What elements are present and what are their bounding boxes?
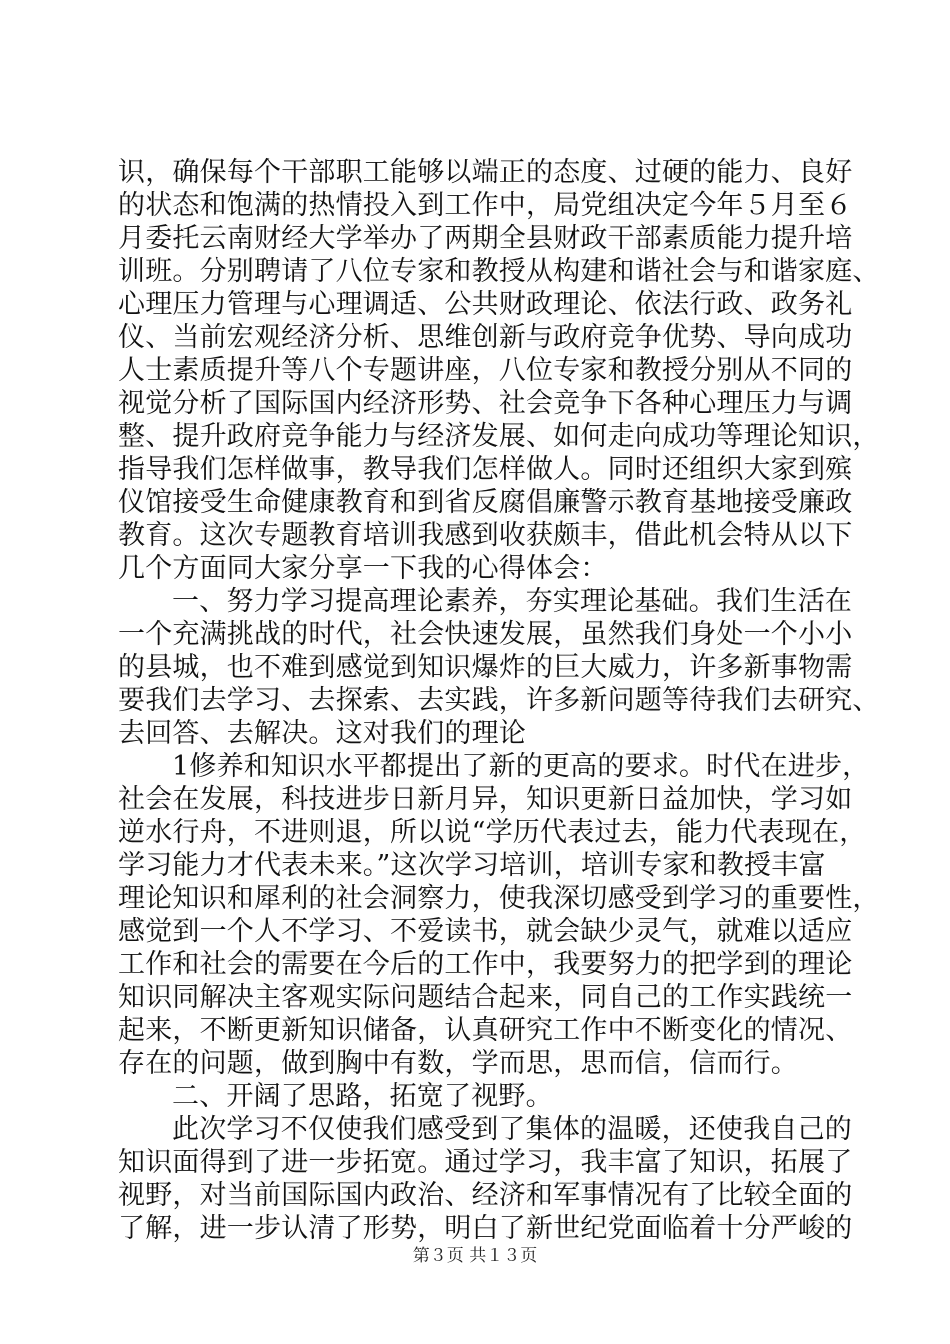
text-line: 几个方面同大家分享一下我的心得体会： (118, 553, 608, 584)
text-line: 知识面得到了进一步拓宽。通过学习，我丰富了知识，拓展了 (118, 1147, 853, 1178)
text-line: 理论知识和犀利的社会洞察力，使我深切感受到学习的重要性， (118, 883, 880, 914)
text-line: 学习能力才代表未来。”这次学习培训，培训专家和教授丰富 (118, 850, 826, 881)
text-line: 人士素质提升等八个专题讲座，八位专家和教授分别从不同的 (118, 355, 853, 386)
text-line: 工作和社会的需要在今后的工作中，我要努力的把学到的理论 (118, 949, 853, 980)
text-line: 指导我们怎样做事，教导我们怎样做人。同时还组织大家到殡 (118, 454, 853, 485)
text-line: 教育。这次专题教育培训我感到收获颇丰，借此机会特从以下 (118, 520, 853, 551)
text-line: 逆水行舟，不进则退，所以说“学历代表过去，能力代表现在， (118, 817, 867, 848)
text-line: 训班。分别聘请了八位专家和教授从构建和谐社会与和谐家庭、 (118, 256, 880, 287)
page-number-footer: 第３页 共１３页 (412, 1246, 538, 1266)
text-line: 仪、当前宏观经济分析、思维创新与政府竞争优势、导向成功 (118, 322, 853, 353)
text-line: 的县城，也不难到感觉到知识爆炸的巨大威力，许多新事物需 (118, 652, 853, 683)
text-line: 要我们去学习、去探索、去实践，许多新问题等待我们去研究、 (118, 685, 880, 716)
text-line: 识，确保每个干部职工能够以端正的态度、过硬的能力、良好 (118, 157, 853, 188)
text-line: 感觉到一个人不学习、不爱读书，就会缺少灵气，就难以适应 (118, 916, 853, 947)
text-line: 二、开阔了思路，拓宽了视野。 (172, 1081, 553, 1112)
text-line: 视觉分析了国际国内经济形势、社会竞争下各种心理压力与调 (118, 388, 853, 419)
text-line: 了解，进一步认清了形势，明白了新世纪党面临着十分严峻的 (118, 1213, 853, 1244)
text-line: 心理压力管理与心理调适、公共财政理论、依法行政、政务礼 (118, 289, 853, 320)
text-line: 月委托云南财经大学举办了两期全县财政干部素质能力提升培 (118, 223, 853, 254)
text-line: 一个充满挑战的时代，社会快速发展，虽然我们身处一个小小 (118, 619, 853, 650)
text-line: 视野，对当前国际国内政治、经济和军事情况有了比较全面的 (118, 1180, 853, 1211)
text-line: 1修养和知识水平都提出了新的更高的要求。时代在进步， (172, 751, 870, 782)
text-line: 一、努力学习提高理论素养，夯实理论基础。我们生活在 (172, 586, 852, 617)
text-line: 去回答、去解决。这对我们的理论 (118, 718, 526, 749)
text-line: 的状态和饱满的热情投入到工作中，局党组决定今年５月至６ (118, 190, 853, 221)
document-body (118, 156, 880, 1245)
text-line: 知识同解决主客观实际问题结合起来，同自己的工作实践统一 (118, 982, 853, 1013)
text-line: 整、提升政府竞争能力与经济发展、如何走向成功等理论知识， (118, 421, 880, 452)
text-line: 社会在发展，科技进步日新月异，知识更新日益加快，学习如 (118, 784, 853, 815)
text-line: 仪馆接受生命健康教育和到省反腐倡廉警示教育基地接受廉政 (118, 487, 853, 518)
text-line: 存在的问题，做到胸中有数，学而思，思而信，信而行。 (118, 1048, 798, 1079)
text-line: 起来，不断更新知识储备，认真研究工作中不断变化的情况、 (118, 1015, 853, 1046)
text-line: 此次学习不仅使我们感受到了集体的温暖，还使我自己的 (172, 1114, 852, 1145)
